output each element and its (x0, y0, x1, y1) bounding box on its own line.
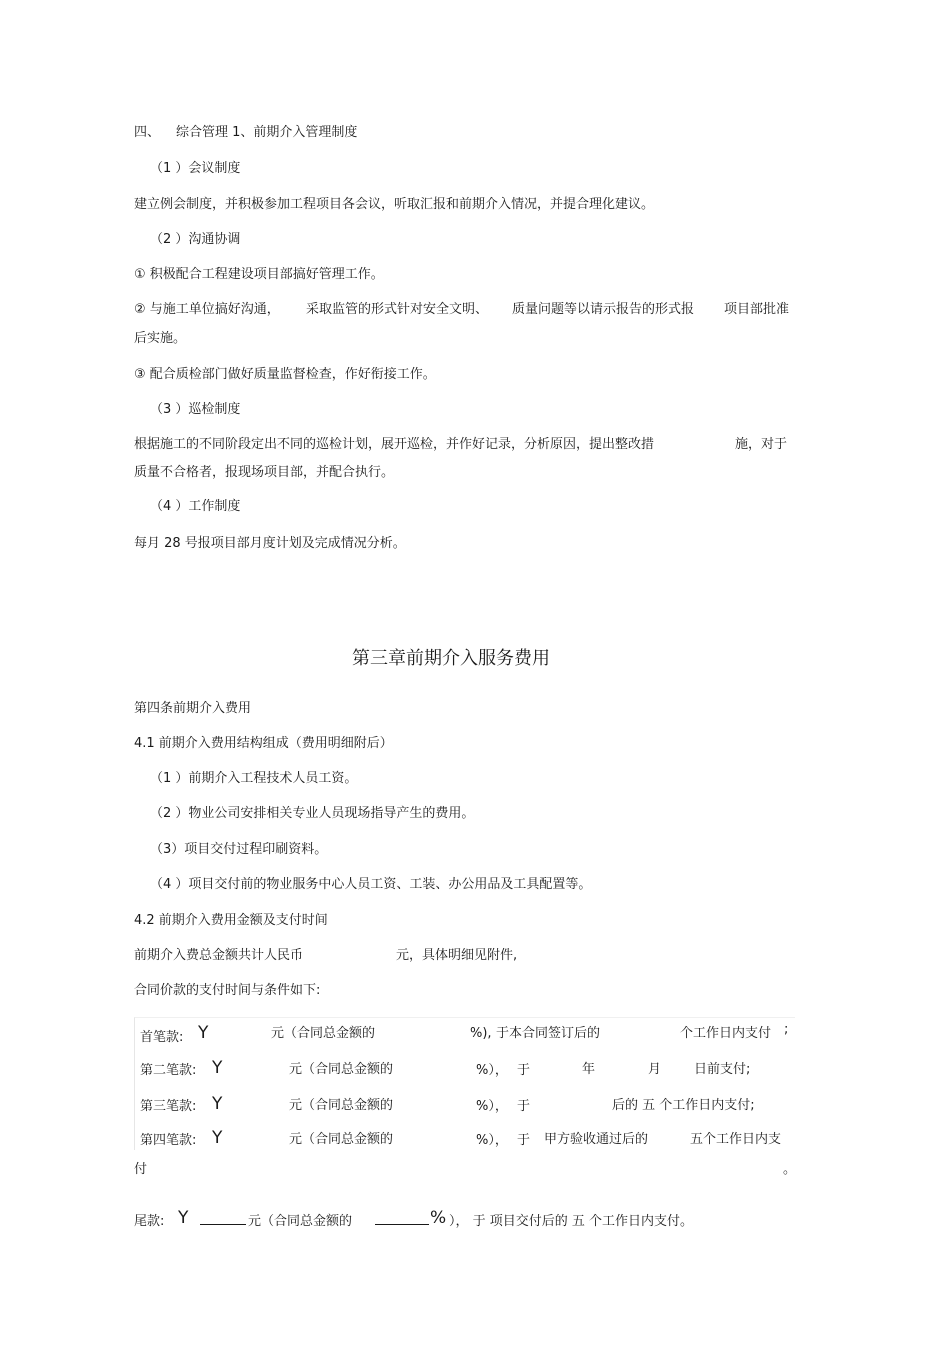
payment-3-yuan: 元（合同总金额的 (289, 1098, 394, 1113)
subsection-title-work: （4 ）工作制度 (150, 499, 241, 514)
clause-4-1: 4.1 前期介入费用结构组成（费用明细附后） (134, 736, 393, 751)
total-amount-label: 前期介入费总金额共计人民币 (134, 948, 304, 963)
chapter-title: 第三章前期介入服务费用 (352, 648, 550, 669)
payment-2-yuan: 元（合同总金额的 (289, 1062, 394, 1077)
payment-4-percent: %）， (476, 1133, 508, 1148)
payment-1-yuan: 元（合同总金额的 (271, 1026, 376, 1041)
payment-terms-intro: 合同价款的支付时间与条件如下: (134, 983, 321, 998)
payment-2-yu: 于 (517, 1063, 531, 1078)
subsection-title-meeting: （1 ）会议制度 (150, 161, 241, 176)
payment-3-label: 第三笔款: (140, 1099, 197, 1114)
final-payment-percent: % (430, 1208, 447, 1228)
payment-1-end: ; (784, 1022, 789, 1037)
list-item-2-part-c: 质量问题等以请示报告的形式报 (512, 302, 695, 317)
payment-4-after: 甲方验收通过后的 (544, 1132, 649, 1147)
payment-2-label: 第二笔款: (140, 1063, 197, 1078)
list-item-2-part-b: 采取监管的形式针对安全文明、 (306, 302, 489, 317)
paragraph-work: 每月 28 号报项目部月度计划及完成情况分析。 (134, 536, 406, 551)
payment-3-yu: 于 (517, 1099, 531, 1114)
final-payment-amount-blank (200, 1210, 246, 1229)
clause-4-1-item-3: （3）项目交付过程印刷资料。 (150, 842, 328, 857)
article-4-heading: 第四条前期介入费用 (134, 701, 252, 716)
payment-1-days: 个工作日内支付 (680, 1026, 772, 1041)
payment-1-label: 首笔款: (140, 1030, 184, 1045)
subsection-title-inspection: （3 ）巡检制度 (150, 402, 241, 417)
payment-2-month: 月 (648, 1062, 662, 1077)
paragraph-inspection-b: 施，对于 (735, 437, 788, 452)
payment-4-yu: 于 (517, 1133, 531, 1148)
clause-4-1-item-1: （1 ）前期介入工程技术人员工资。 (150, 771, 358, 786)
clause-4-2: 4.2 前期介入费用金额及支付时间 (134, 913, 328, 928)
total-amount-suffix: 元，具体明细见附件, (396, 948, 518, 963)
subsection-title-communication: （2 ）沟通协调 (150, 232, 241, 247)
payment-4-wrap: 付 (134, 1162, 148, 1177)
final-payment-yuan: 元（合同总金额的 (248, 1214, 353, 1229)
section-heading-number: 四、 (134, 125, 161, 140)
payment-2-percent: %）， (476, 1063, 508, 1078)
list-item-1: ① 积极配合工程建设项目部搞好管理工作。 (134, 267, 384, 282)
paragraph-inspection-a: 根据施工的不同阶段定出不同的巡检计划，展开巡检，并作好记录，分析原因，提出整改措 (134, 437, 655, 452)
final-payment-terms: ）， 于 项目交付后的 五 个工作日内支付。 (449, 1214, 694, 1229)
clause-4-1-item-4: （4 ）项目交付前的物业服务中心人员工资、工装、办公用品及工具配置等。 (150, 877, 592, 892)
payment-1-yen: Y (198, 1023, 209, 1043)
list-item-2-part-d: 项目部批准 (724, 302, 790, 317)
payment-3-after: 后的 五 个工作日内支付; (612, 1098, 755, 1113)
clause-4-1-item-2: （2 ）物业公司安排相关专业人员现场指导产生的费用。 (150, 806, 475, 821)
list-item-2-part-e: 后实施。 (134, 331, 187, 346)
list-item-2-part-a: ② 与施工单位搞好沟通， (134, 302, 280, 317)
paragraph-inspection-c: 质量不合格者，报现场项目部，并配合执行。 (134, 465, 395, 480)
payment-4-days: 五个工作日内支 (690, 1132, 782, 1147)
payment-2-year: 年 (582, 1062, 596, 1077)
final-payment-percent-blank (375, 1210, 429, 1229)
payment-4-end: 。 (783, 1162, 797, 1177)
list-item-3: ③ 配合质检部门做好质量监督检查，作好衔接工作。 (134, 367, 436, 382)
payment-1-percent: %), (470, 1026, 492, 1041)
paragraph-meeting: 建立例会制度，并积极参加工程项目各会议，听取汇报和前期介入情况，并提合理化建议。 (134, 197, 655, 212)
section-heading: 综合管理 1、前期介入管理制度 (176, 125, 358, 140)
payment-4-yuan: 元（合同总金额的 (289, 1132, 394, 1147)
payment-1-after: 于本合同签订后的 (496, 1026, 601, 1041)
final-payment-label: 尾款: (134, 1214, 165, 1229)
final-payment-yen: Y (178, 1208, 189, 1228)
payment-4-yen: Y (212, 1128, 223, 1148)
payment-2-yen: Y (212, 1058, 223, 1078)
payment-4-label: 第四笔款: (140, 1133, 197, 1148)
payment-3-yen: Y (212, 1094, 223, 1114)
payment-3-percent: %）， (476, 1099, 508, 1114)
payment-2-day: 日前支付; (694, 1062, 751, 1077)
